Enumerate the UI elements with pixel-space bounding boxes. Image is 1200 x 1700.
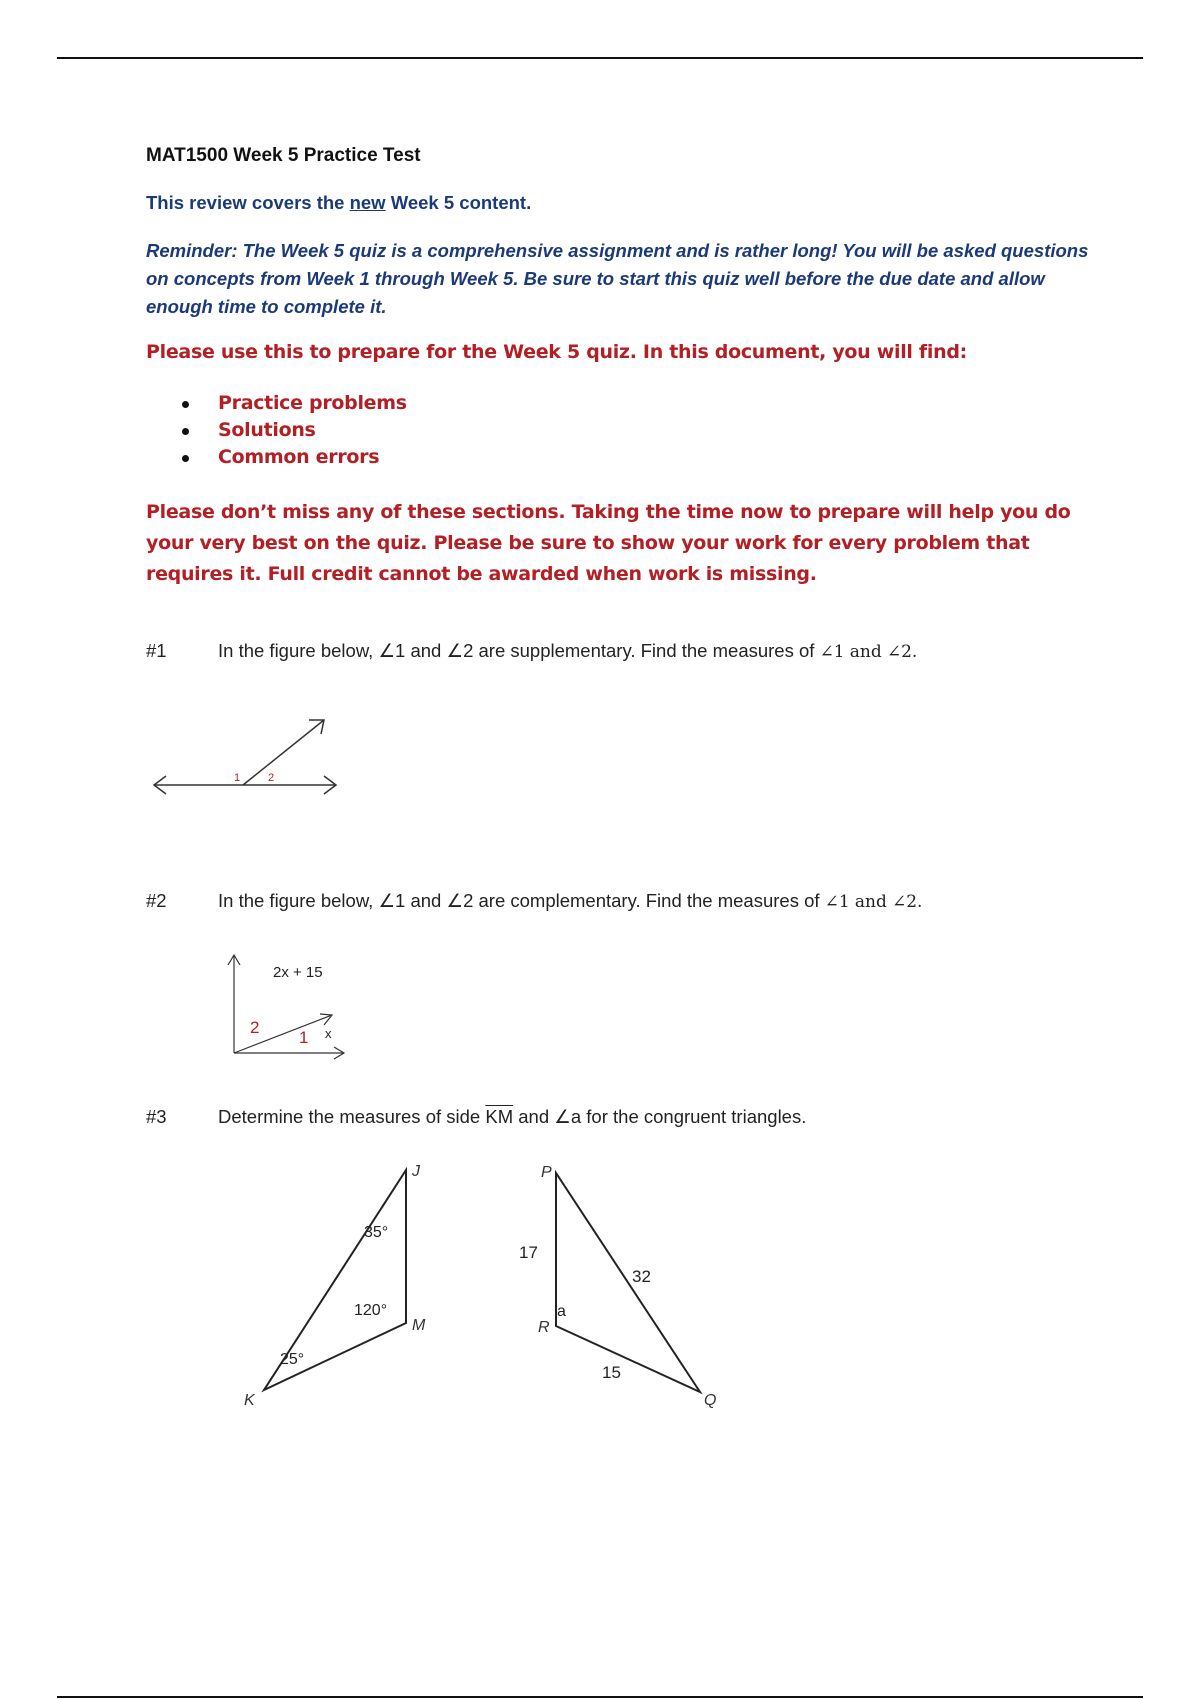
q2-angle-2-serif: ∠2. [891, 892, 923, 912]
question-1-number: #1 [146, 640, 167, 661]
question-1-text [218, 640, 917, 662]
q2-angle-2: ∠2 [446, 890, 474, 911]
question-2-text [218, 890, 922, 912]
x-label: x [325, 1026, 332, 1041]
side-pr-value: 17 [519, 1243, 538, 1262]
q2-text-c: are complementary. Find the measures of [478, 890, 820, 911]
q3-side-km: $\overline{KM}$ [485, 1106, 514, 1127]
q2-angle-1: ∠1 [378, 890, 406, 911]
angle-m-value: 120° [354, 1302, 388, 1319]
q2-text-b: and [410, 890, 442, 911]
angle-r-label: a [557, 1303, 566, 1320]
bullet-practice-problems: Practice problems [180, 390, 407, 417]
q3-text-c: for the congruent triangles. [586, 1106, 807, 1127]
middle-ray [234, 1015, 332, 1053]
q2-text-a: In the figure below, [218, 890, 374, 911]
angle-k-value: 25° [280, 1351, 305, 1368]
q1-angle-1: ∠1 [378, 640, 406, 661]
q3-text-a: Determine the measures of side [218, 1106, 481, 1127]
angle-j-value: 35° [364, 1224, 389, 1241]
q1-angle-2: ∠2 [446, 640, 474, 661]
reminder-paragraph: Reminder: The Week 5 quiz is a comprehensive assignment and is rather long! You will be asked questions on concepts from Week 1 through Week 5. Be sure to start this quiz well before the due date and allow enough time to complete it. [146, 240, 1089, 317]
vertex-m: M [412, 1317, 426, 1334]
q1-text-b: and [410, 640, 442, 661]
warning-paragraph: Please don’t miss any of these sections. Taking the time now to prepare will help you do your very best on the quiz. Please be sure to show your work for every problem that requires it. Full credit cannot be awarded when work is missing. [146, 501, 1071, 585]
q2-angle-1-serif: ∠1 [824, 892, 850, 912]
review-prefix: This review covers the [146, 192, 345, 213]
angle-label-1: 1 [299, 1028, 309, 1047]
vertex-p: P [541, 1164, 552, 1181]
page-title: MAT1500 Week 5 Practice Test [146, 145, 421, 166]
triangle-prq [556, 1173, 700, 1392]
bottom-rule [57, 1696, 1143, 1698]
top-rule [57, 57, 1143, 59]
side-pq-value: 32 [632, 1267, 651, 1286]
bullet-list [180, 390, 407, 471]
question-3-number: #3 [146, 1106, 167, 1127]
q3-text-b: and [518, 1106, 550, 1127]
angle-label-1: 1 [234, 772, 241, 784]
congruent-triangles-figure [230, 1160, 750, 1420]
bullet-common-errors: Common errors [180, 444, 407, 471]
vertex-j: J [412, 1163, 420, 1180]
prepare-line: Please use this to prepare for the Week 5 quiz. In this document, you will find: [146, 341, 967, 363]
vertex-r: R [538, 1319, 550, 1336]
q1-text-c: are supplementary. Find the measures of [478, 640, 815, 661]
side-rq-value: 15 [602, 1363, 621, 1382]
q2-text-d: and [854, 892, 887, 912]
angle-label-2: 2 [268, 772, 275, 784]
q1-angle-2-serif: ∠2. [886, 642, 918, 662]
q1-text-d: and [849, 642, 882, 662]
review-underlined: new [349, 192, 386, 213]
q1-angle-1-serif: ∠1 [819, 642, 845, 662]
ray-line [243, 720, 324, 785]
vertex-q: Q [704, 1392, 717, 1409]
expression-label: 2x + 15 [273, 964, 323, 981]
question-3-text [218, 1106, 806, 1128]
supplementary-angles-figure [140, 705, 360, 805]
review-suffix: Week 5 content. [390, 192, 532, 213]
vertex-k: K [244, 1392, 255, 1409]
bullet-solutions: Solutions [180, 417, 407, 444]
question-2-number: #2 [146, 890, 167, 911]
q3-angle-a: ∠a [554, 1106, 582, 1127]
angle-label-2: 2 [250, 1018, 260, 1037]
q1-text-a: In the figure below, [218, 640, 374, 661]
complementary-angles-figure [220, 945, 360, 1060]
review-line [146, 192, 531, 214]
